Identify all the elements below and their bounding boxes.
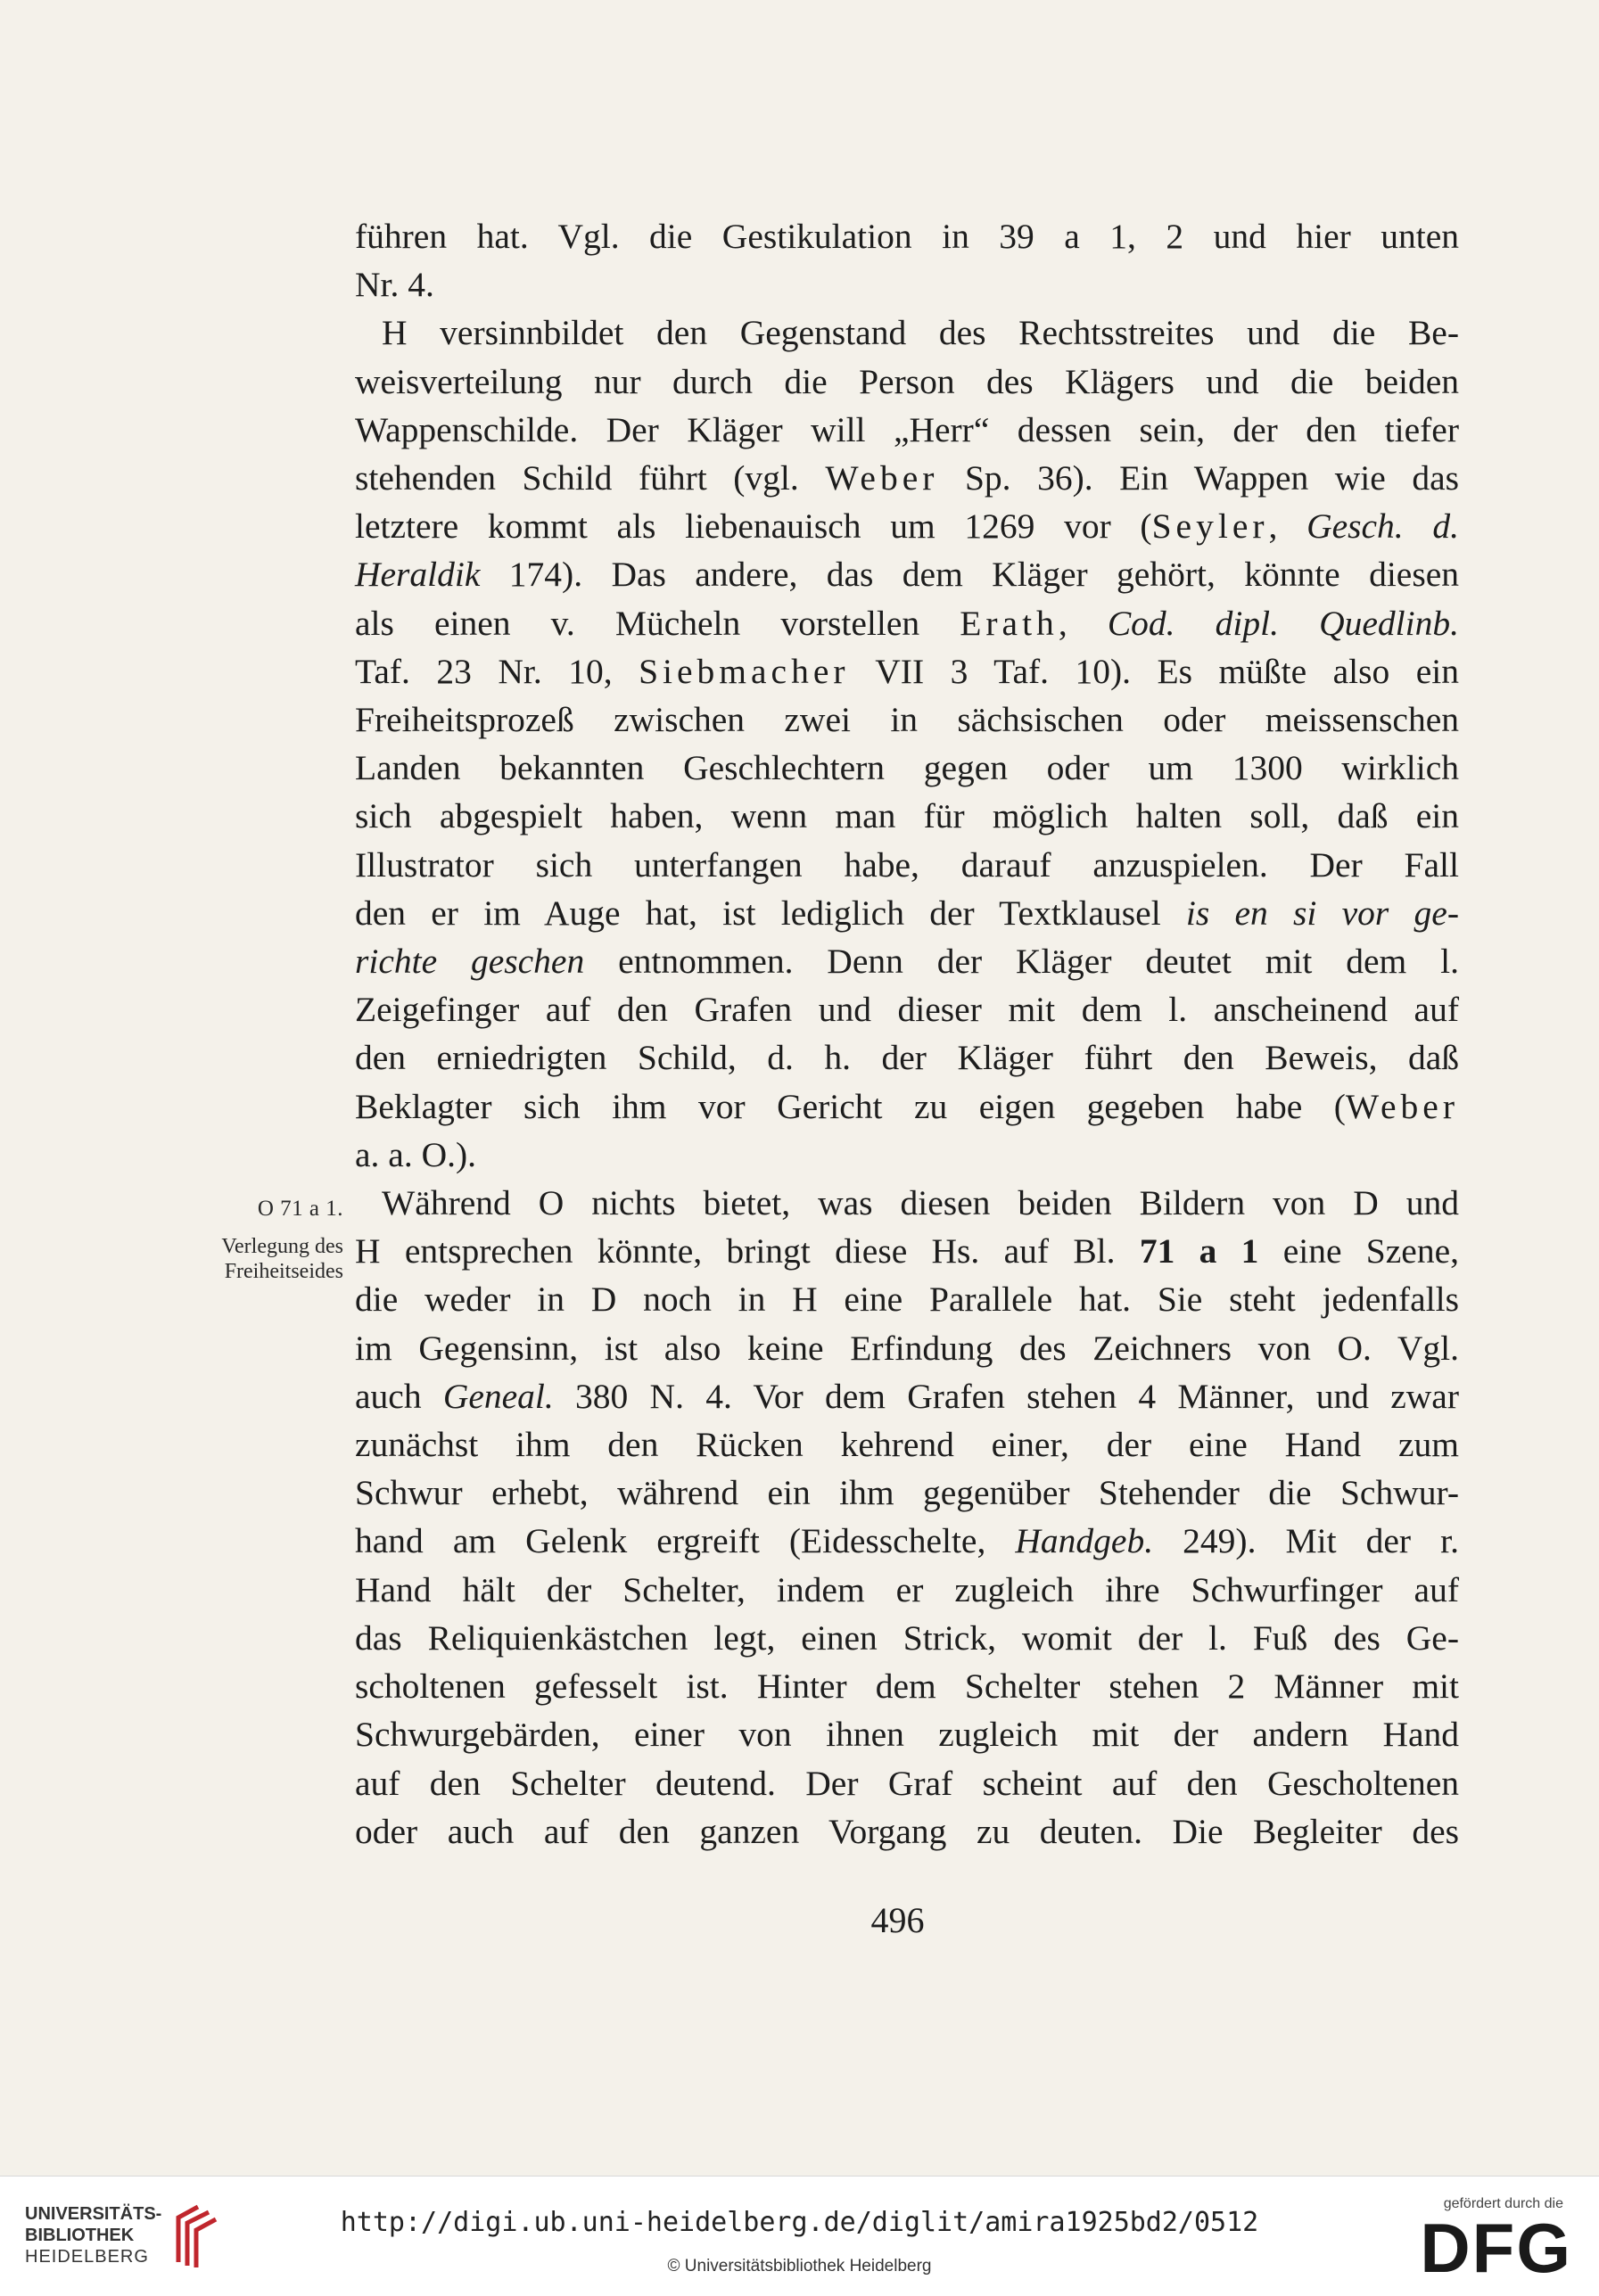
text-line <box>355 1420 1459 1469</box>
text-line <box>355 1614 1459 1662</box>
text-line <box>355 1759 1459 1807</box>
italic-citation: Geneal. <box>442 1376 554 1416</box>
text-line <box>355 454 1459 502</box>
text-run: Schwurgebärden, einer von ihnen zugleich mit der andern Hand <box>355 1715 1459 1755</box>
text-line <box>355 937 1459 985</box>
body-text <box>355 212 1459 1856</box>
text-run: den er im Auge hat, ist lediglich der Textklausel <box>355 893 1186 933</box>
bold-reference: 71 a 1 <box>1139 1231 1259 1271</box>
text-run: auch <box>355 1376 443 1416</box>
text-run: Während O nichts bietet, was diesen beiden Bildern von D und <box>382 1183 1459 1223</box>
text-line <box>355 1517 1459 1565</box>
text-run: Beklagter sich ihm vor Gericht zu eigen gegeben habe ( <box>355 1086 1346 1126</box>
text-line <box>355 309 1459 357</box>
funding-note: gefördert durch die <box>1443 2196 1563 2211</box>
text-line <box>355 1372 1459 1420</box>
spaced-author-name: Siebmacher <box>639 651 850 691</box>
text-run: hand am Gelenk ergreift (Eidesschelte, <box>355 1521 1016 1561</box>
text-line <box>355 695 1459 744</box>
margin-note-reference: O 71 a 1. <box>257 1197 343 1221</box>
text-run: VII 3 Taf. 10). Es müßte also ein <box>849 651 1459 691</box>
text-run: 174). Das andere, das dem Kläger gehört, könnte diesen <box>480 555 1459 595</box>
text-run: Wappenschilde. Der Kläger will „Herr“ dessen sein, der den tiefer <box>355 409 1459 449</box>
text-line <box>355 744 1459 792</box>
text-run: im Gegensinn, ist also keine Erfindung des Zeichners von O. Vgl. <box>355 1328 1459 1368</box>
text-run: scholtenen gefesselt ist. Hinter dem Schelter stehen 2 Männer mit <box>355 1666 1459 1707</box>
text-line <box>355 212 1459 260</box>
text-run: Schwur erhebt, während ein ihm gegenüber Stehender die Schwur- <box>355 1473 1459 1513</box>
text-line <box>355 260 1459 309</box>
text-line <box>355 1082 1459 1131</box>
text-run: 380 N. 4. Vor dem Grafen stehen 4 Männer, und zwar <box>553 1376 1459 1416</box>
library-name-line: BIBLIOTHEK <box>25 2226 135 2245</box>
text-line <box>355 1324 1459 1372</box>
text-line <box>355 1275 1459 1323</box>
text-line <box>355 985 1459 1033</box>
text-line <box>355 792 1459 840</box>
text-run: Freiheitsprozeß zwischen zwei in sächsischen oder meissenschen <box>355 700 1459 740</box>
text-run: zunächst ihm den Rücken kehrend einer, der eine Hand zum <box>355 1425 1459 1465</box>
library-name-line: HEIDELBERG <box>25 2247 149 2267</box>
dfg-logo[interactable]: DFG <box>1420 2209 1572 2287</box>
text-run: Hand hält der Schelter, indem er zugleich ihre Schwurfinger auf <box>355 1569 1459 1609</box>
viewer-footer <box>0 2176 1599 2296</box>
margin-note-title-line: Freiheitseides <box>224 1260 343 1283</box>
text-line <box>355 358 1459 406</box>
text-run: entnommen. Denn der Kläger deutet mit dem l. <box>584 942 1459 982</box>
text-run: eine Szene, <box>1258 1231 1459 1271</box>
text-line <box>355 1662 1459 1710</box>
text-run: als einen v. Mücheln vorstellen <box>355 603 960 643</box>
italic-citation: Cod. dipl. Quedlinb. <box>1107 603 1459 643</box>
text-run: oder auch auf den ganzen Vorgang zu deuten. Die Begleiter des <box>355 1811 1459 1851</box>
text-run: H versinnbildet den Gegenstand des Rechtsstreites und die Be- <box>382 313 1459 353</box>
text-line <box>355 1131 1459 1179</box>
text-run: den erniedrigten Schild, d. h. der Kläger führt den Beweis, daß <box>355 1038 1459 1078</box>
text-line <box>355 1179 1459 1227</box>
italic-citation: Gesch. d. <box>1306 506 1460 547</box>
spaced-author-name: Weber <box>1345 1086 1459 1126</box>
text-line <box>355 550 1459 598</box>
text-line <box>355 599 1459 647</box>
text-run: a. a. O.). <box>355 1134 476 1174</box>
text-run: die weder in D noch in H eine Parallele hat. Sie steht jedenfalls <box>355 1280 1459 1320</box>
text-line <box>355 647 1459 695</box>
text-run: 249). Mit der r. <box>1153 1521 1459 1561</box>
text-run: Taf. 23 Nr. 10, <box>355 651 639 691</box>
margin-note-title-line: Verlegung des <box>221 1235 343 1258</box>
text-run: das Reliquienkästchen legt, einen Strick, womit der l. Fuß des Ge- <box>355 1617 1459 1658</box>
text-line <box>355 1469 1459 1517</box>
spaced-author-name: Erath <box>960 603 1059 643</box>
italic-citation: is en si vor ge- <box>1185 893 1459 933</box>
text-run: führen hat. Vgl. die Gestikulation in 39 a 1, 2 und hier unten <box>355 217 1459 256</box>
text-run: auf den Schelter deutend. Der Graf scheint auf den Gescholtenen <box>355 1763 1459 1803</box>
text-line <box>355 889 1459 937</box>
text-line <box>355 406 1459 454</box>
text-line <box>355 1033 1459 1082</box>
text-line <box>355 1710 1459 1758</box>
library-name-line: UNIVERSITÄTS- <box>25 2204 162 2224</box>
copyright-notice: © Universitätsbibliothek Heidelberg <box>667 2257 932 2275</box>
text-line <box>355 1227 1459 1275</box>
text-run: Illustrator sich unterfangen habe, darauf anzuspielen. Der Fall <box>355 844 1459 885</box>
italic-citation: Handgeb. <box>1015 1521 1154 1561</box>
text-run: , <box>1268 506 1307 547</box>
text-line <box>355 841 1459 889</box>
italic-citation: Heraldik <box>355 555 481 595</box>
text-line <box>355 1566 1459 1614</box>
text-run: Landen bekannten Geschlechtern gegen oder um 1300 wirklich <box>355 748 1459 788</box>
text-run: stehenden Schild führt (vgl. <box>355 458 826 498</box>
text-run: Nr. 4. <box>355 265 434 305</box>
spaced-author-name: Seyler <box>1151 506 1269 547</box>
text-run: H entsprechen könnte, bringt diese Hs. auf Bl. <box>355 1231 1140 1271</box>
text-run: weisverteilung nur durch die Person des Klägers und die beiden <box>355 361 1459 401</box>
text-line <box>355 502 1459 550</box>
text-run: Sp. 36). Ein Wappen wie das <box>938 458 1459 498</box>
margin-note-title <box>156 1234 343 1284</box>
page-url-link[interactable]: http://digi.ub.uni-heidelberg.de/diglit/amira1925bd2/0512 <box>340 2207 1259 2238</box>
text-run: Zeigefinger auf den Grafen und dieser mit dem l. anscheinend auf <box>355 990 1459 1030</box>
text-run: letztere kommt als liebenauisch um 1269 vor ( <box>355 506 1152 547</box>
text-run: sich abgespielt haben, wenn man für möglich halten soll, daß ein <box>355 796 1459 836</box>
italic-citation: richte geschen <box>355 942 585 982</box>
page-number: 496 <box>870 1900 925 1940</box>
text-run: , <box>1058 603 1108 643</box>
text-line <box>355 1807 1459 1856</box>
spaced-author-name: Weber <box>825 458 939 498</box>
